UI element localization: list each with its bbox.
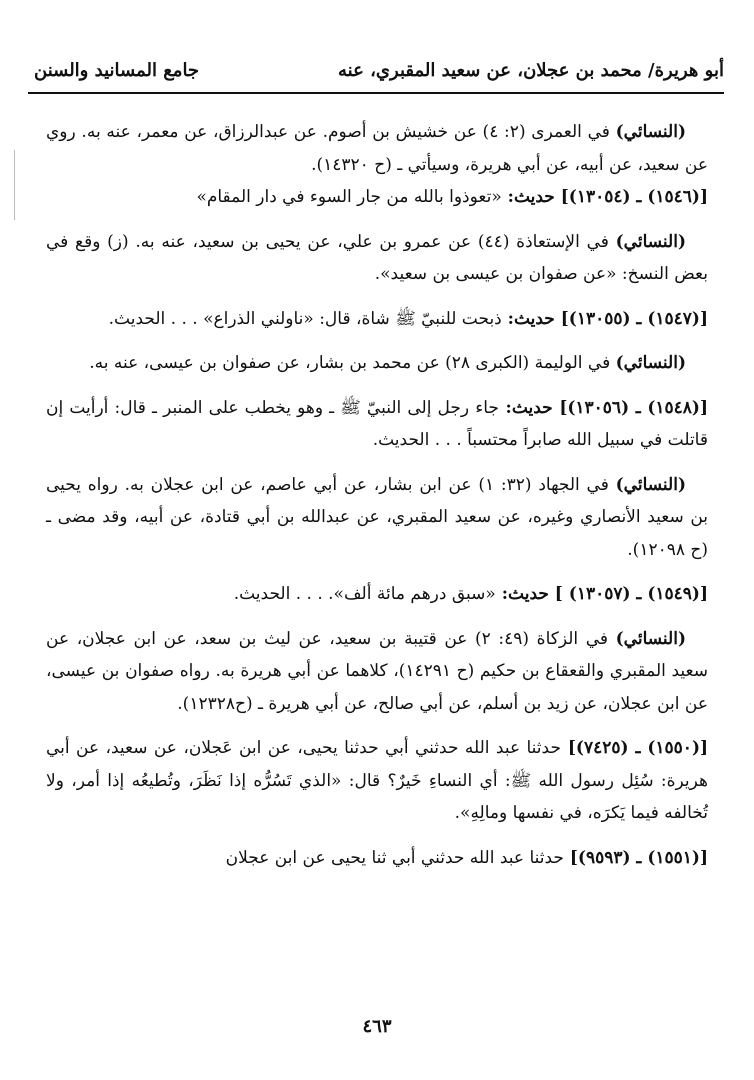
hadith-number: [(١٥٤٦) ـ (١٣٠٥٤)] (560, 187, 708, 207)
hadith-entry (46, 842, 708, 875)
source-label: (النسائي) (615, 122, 686, 142)
hadith-text: «تعوذوا بالله من جار السوء في دار المقام» (196, 187, 502, 207)
source-paragraph (46, 226, 708, 291)
source-paragraph (46, 469, 708, 567)
header-chain: محمد بن عجلان، عن سعيد المقبري، عنه (338, 60, 642, 81)
header-book-title: جامع المسانيد والسنن (34, 60, 200, 81)
hadith-entry (46, 578, 708, 611)
hadith-text: حدثنا عبد الله حدثني أبي ثنا يحيى عن ابن عجلان (225, 847, 564, 868)
hadith-text: حدثنا عبد الله حدثني أبي حدثنا يحيى، عن ابن عَجلان، عن سعيد، عن أبي هريرة: سُئِل رسول الله ﷺ: أي النساءِ خَيرٌ؟ قال: «الذي تَسُرُّه إذا نَظَرَ، وتُطيعُه إذا أمر، ولا تُخالفه فيما يَكرَه، في نفسها ومالِهِ». (46, 738, 708, 823)
hadith-number: [(١٥٤٧) ـ (١٣٠٥٥)] (560, 308, 708, 329)
hadith-label (561, 738, 568, 758)
source-text: في الإستعاذة (٤٤) عن عمرو بن علي، عن يحيى بن سعيد، عنه به. (ز) وقع في بعض النسخ: «عن صفوان بن عيسى بن سعيد». (46, 231, 708, 284)
source-paragraph (46, 347, 708, 380)
hadith-label: حديث: (501, 187, 561, 207)
hadith-text: ذبحت للنبيّ ﷺ شاة، قال: «ناولني الذراع» . . . الحديث. (108, 308, 502, 329)
source-label: (النسائي) (615, 231, 686, 252)
source-text: في الزكاة (٤٩: ٢) عن قتيبة بن سعيد، عن ليث بن سعد، عن ابن عجلان، عن سعيد المقبري والقعقاع بن حكيم (ح ١٤٢٩١)، كلاهما عن أبي هريرة به. رواه صفوان بن عيسى، عن ابن عجلان، عن زيد بن أسلم، عن أبي صالح، عن أبي هريرة ـ (ح١٢٣٢٨). (46, 628, 708, 714)
hadith-number: [(١٥٥١) ـ (٩٥٩٣)] (569, 847, 708, 868)
source-text: في الجهاد (٣٢: ١) عن ابن بشار، عن أبي عاصم، عن ابن عجلان به. رواه يحيى بن سعيد الأنصاري وغيره، عن سعيد المقبري، عن عبدالله بن أبي قتادة، عن أبيه، وقد مضى ـ (ح ١٢٠٩٨). (46, 474, 708, 560)
hadith-number: [(١٥٤٩) ـ (١٣٠٥٧) ] (554, 584, 708, 604)
source-label: (النسائي) (615, 353, 686, 373)
hadith-entry (46, 303, 708, 336)
running-header (28, 52, 724, 94)
header-chapter-title (338, 60, 724, 81)
source-label: (النسائي) (615, 474, 686, 495)
hadith-label: حديث: (498, 397, 560, 418)
source-label: (النسائي) (615, 628, 686, 649)
hadith-number: [(١٥٤٨) ـ (١٣٠٥٦)] (559, 397, 709, 418)
source-paragraph (46, 116, 708, 181)
source-text: في الوليمة (الكبرى ٢٨) عن محمد بن بشار، عن صفوان بن عيسى، عنه به. (89, 353, 616, 373)
page-number: ٤٦٣ (362, 1016, 392, 1037)
hadith-entry (46, 732, 708, 830)
header-narrator: أبو هريرة/ (648, 60, 724, 81)
source-text: في العمرى (٢: ٤) عن خشيش بن أصوم. عن عبدالرزاق، عن معمر، عنه به. روي عن سعيد، عن أبيه، عن أبي هريرة، وسيأتي ـ (ح ١٤٣٢٠). (46, 122, 708, 175)
hadith-label: حديث: (495, 584, 555, 604)
margin-mark (14, 150, 15, 220)
hadith-text: جاء رجل إلى النبيّ ﷺ ـ وهو يخطب على المنبر ـ قال: أرأيت إن قاتلت في سبيل الله صابراً محتسباً . . . الحديث. (46, 397, 708, 450)
hadith-label: حديث: (501, 308, 561, 329)
hadith-text: «سبق درهم مائة ألف». . . . الحديث. (233, 584, 496, 604)
page-body (46, 116, 708, 874)
source-paragraph (46, 623, 708, 721)
hadith-number: [(١٥٥٠) ـ (٧٤٢٥)] (567, 738, 709, 758)
hadith-entry (46, 181, 708, 214)
hadith-entry (46, 392, 708, 457)
